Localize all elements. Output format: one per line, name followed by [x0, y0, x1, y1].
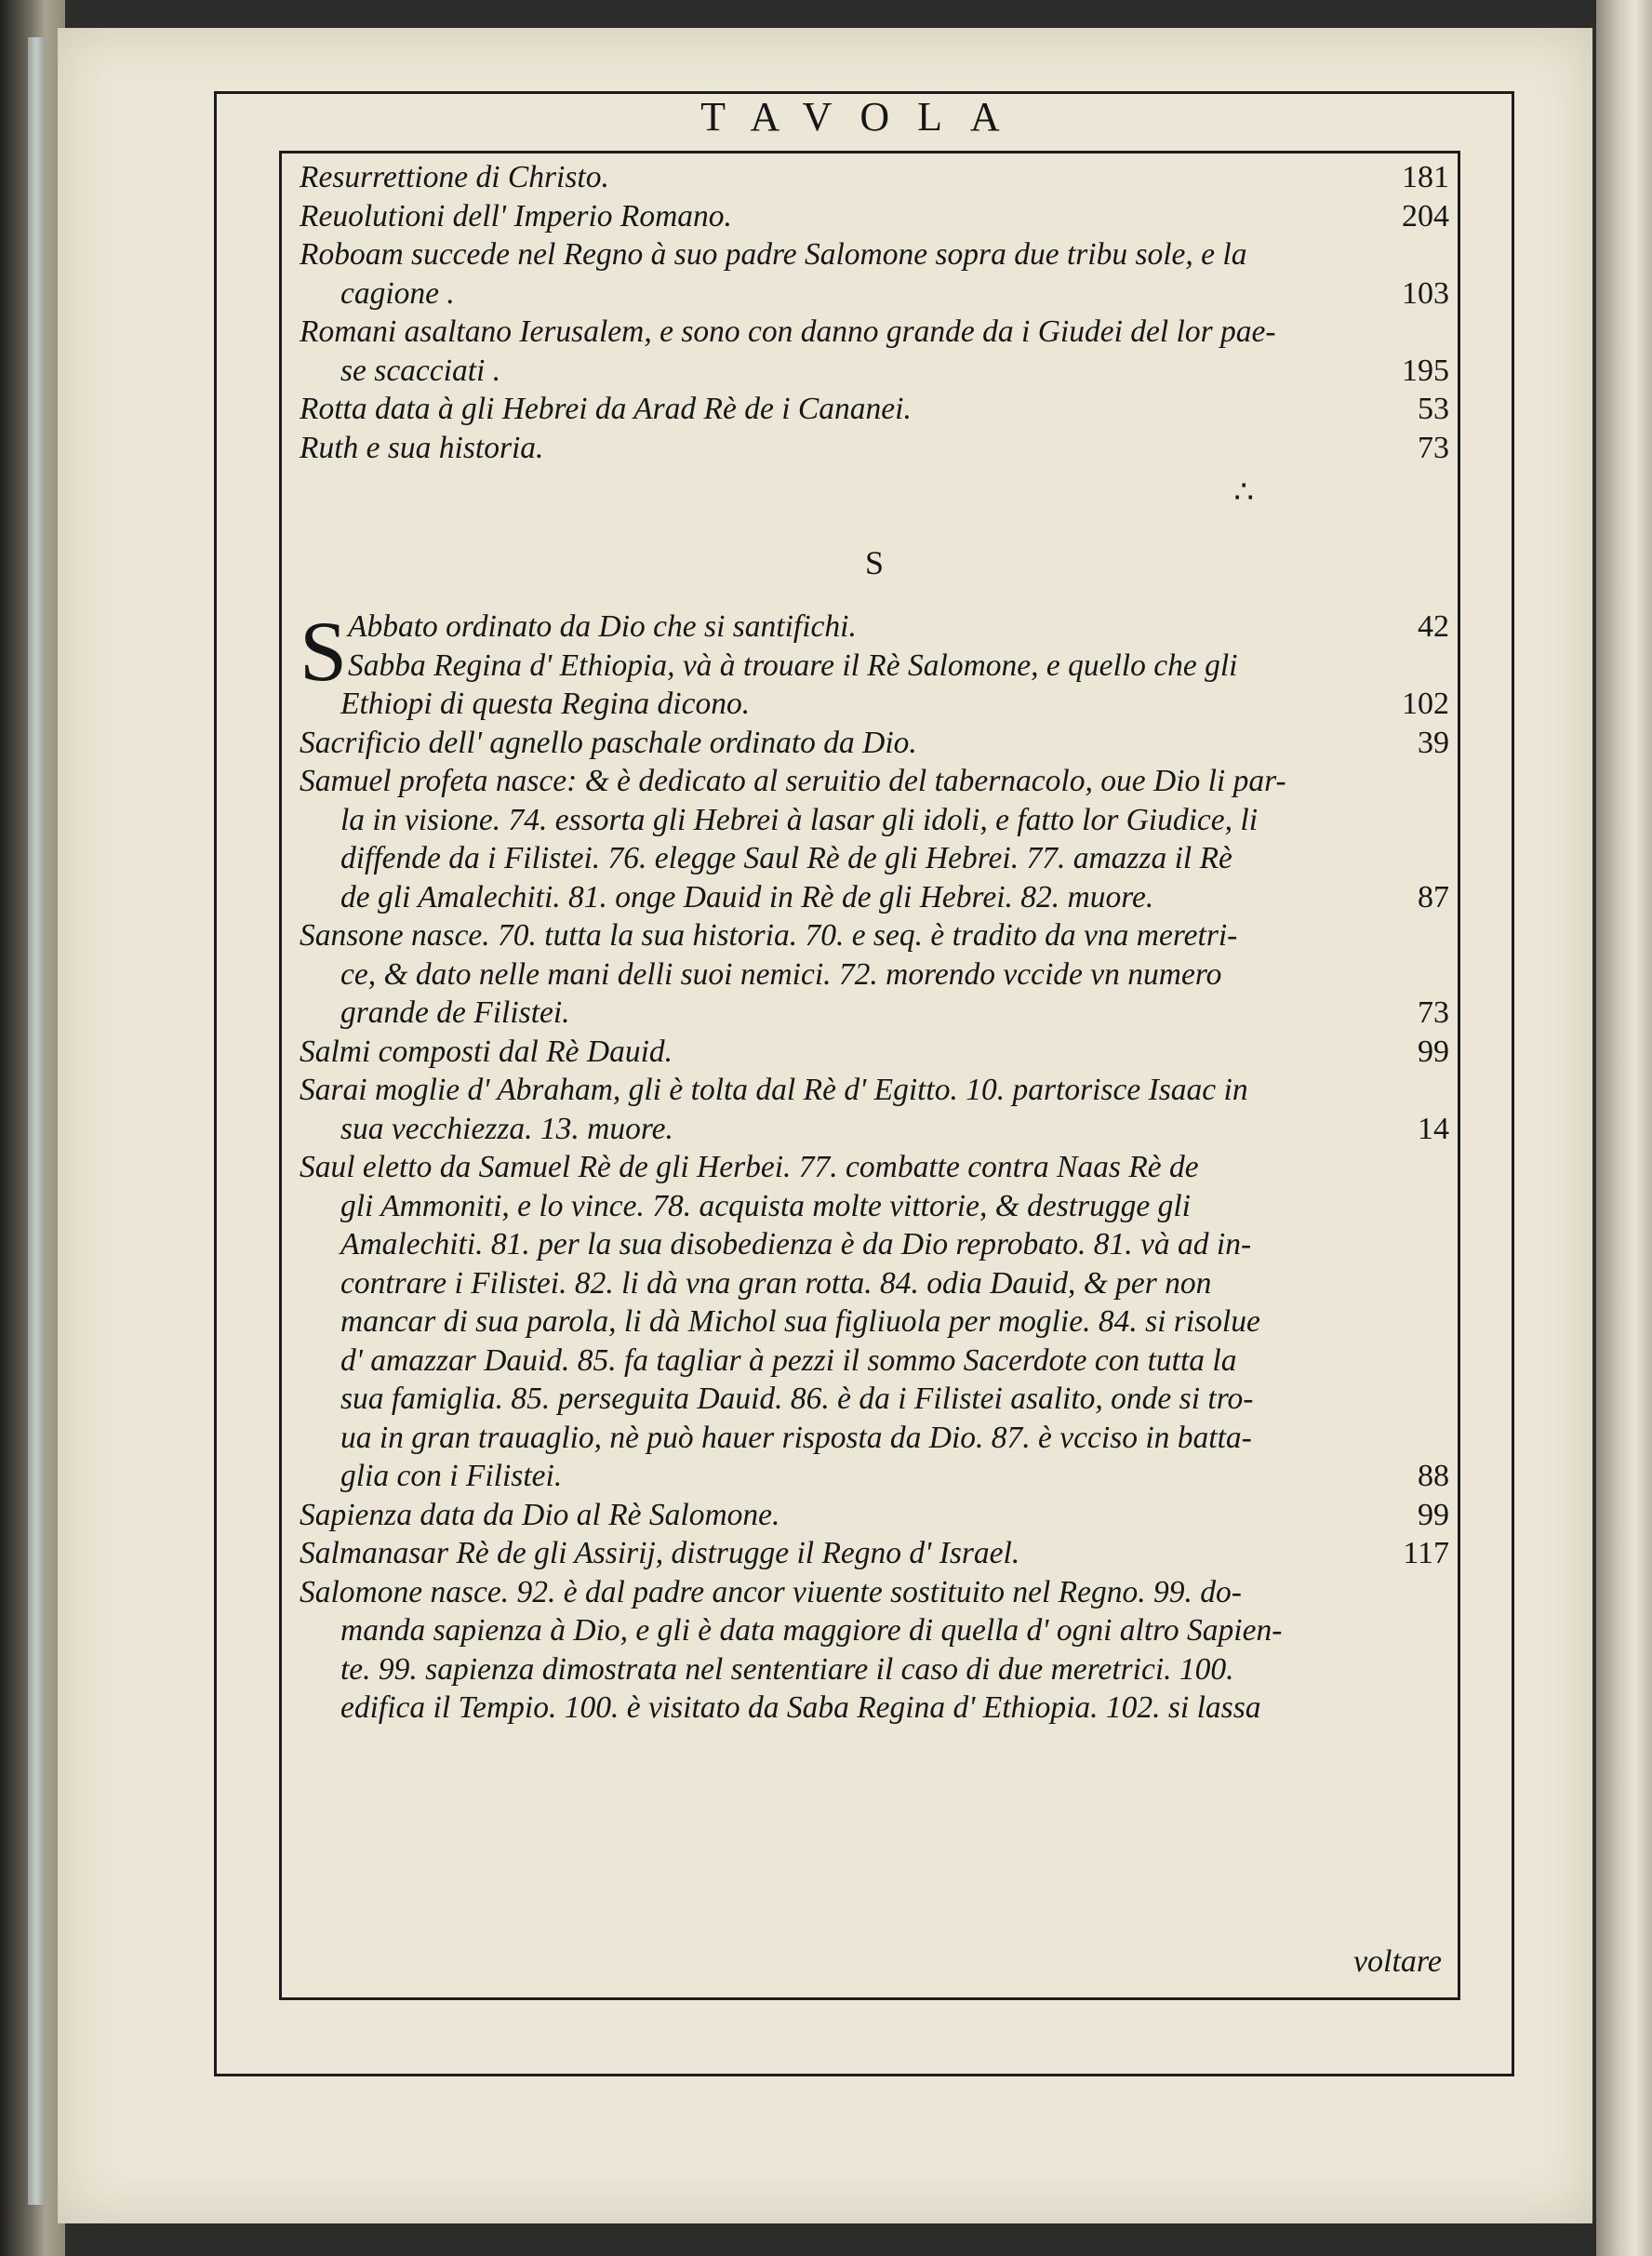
index-entry [300, 158, 1449, 197]
entry-text: Sabba Regina d' Ethiopia, và à trouare il Rè Salomone, e quello che gli [348, 647, 1238, 683]
entry-text: sua famiglia. 85. perseguita Dauid. 86. è da i Filistei asalito, onde si tro- [340, 1382, 1254, 1416]
catchword: voltare [1352, 1944, 1442, 1979]
right-page-edge [1596, 0, 1652, 2256]
index-entry-line [300, 724, 1449, 763]
entry-text: Reuolutioni dell' Imperio Romano. [300, 198, 732, 234]
index-entry-line [300, 352, 1449, 391]
entry-text: de gli Amalechiti. 81. onge Dauid in Rè de gli Hebrei. 82. muore. [340, 879, 1154, 914]
index-entry-line [300, 1148, 1449, 1187]
page-number: 181 [1402, 160, 1449, 194]
entry-text: edifica il Tempio. 100. è visitato da Saba Regina d' Ethiopia. 102. si lassa [340, 1690, 1261, 1725]
entry-text: glia con i Filistei. [340, 1459, 563, 1493]
drop-cap-block [300, 604, 1449, 724]
index-entry-line [300, 1110, 1449, 1149]
entry-text: Salomone nasce. 92. è dal padre ancor viuente sostituito nel Regno. 99. do- [300, 1574, 1242, 1609]
index-entry-line [300, 1187, 1449, 1226]
index-entry [300, 724, 1449, 763]
entry-text: ua in gran trauaglio, nè può hauer risposta da Dio. 87. è vcciso in batta- [340, 1420, 1252, 1455]
index-entry-line [300, 839, 1449, 878]
entry-text: manda sapienza à Dio, e gli è data maggiore di quella d' ogni altro Sapien- [340, 1613, 1283, 1648]
index-entry-line [300, 1071, 1449, 1110]
page-number: 39 [1418, 725, 1449, 760]
index-entry [300, 1573, 1449, 1728]
page-number: 87 [1418, 879, 1449, 914]
entry-text: Saul eletto da Samuel Rè de gli Herbei. 77. combatte contra Naas Rè de [300, 1150, 1199, 1184]
index-entry-line [300, 1689, 1449, 1728]
index-content [300, 158, 1449, 1728]
index-entry-line [300, 429, 1449, 468]
left-binding-strip [28, 37, 45, 2205]
index-entry [300, 1071, 1449, 1148]
index-entry-line [300, 1496, 1449, 1535]
page-number: 102 [1402, 687, 1449, 721]
entry-text: Ruth e sua historia. [300, 430, 544, 465]
page-number: 195 [1402, 353, 1449, 388]
index-entry [300, 197, 1449, 236]
entry-text: Amalechiti. 81. per la sua disobedienza è da Dio reprobato. 81. và ad in- [340, 1227, 1252, 1261]
index-entry-line [300, 607, 1449, 647]
index-entry-line [300, 1033, 1449, 1072]
entry-text: Sansone nasce. 70. tutta la sua historia. 70. e seq. è tradito da vna meretri- [300, 918, 1238, 953]
entry-text: te. 99. sapienza dimostrata nel sententiare il caso di due meretrici. 100. [340, 1651, 1234, 1687]
inner-frame-bottom-rule [279, 1997, 1460, 2000]
index-entry [300, 1496, 1449, 1535]
entry-text: mancar di sua parola, li dà Michol sua figliuola per moglie. 84. si risolue [340, 1304, 1260, 1339]
index-entry [300, 607, 1449, 647]
entry-text: contrare i Filistei. 82. li dà vna gran rotta. 84. odia Dauid, & per non [340, 1265, 1212, 1301]
entry-text: Salmi composti dal Rè Dauid. [300, 1034, 673, 1069]
entry-text: Salmanasar Rè de gli Assirij, distrugge il Regno d' Israel. [300, 1536, 1020, 1570]
index-entry [300, 647, 1449, 724]
entry-text: Abbato ordinato da Dio che si santifichi. [348, 609, 857, 644]
index-entry-line [300, 158, 1449, 197]
entry-text: Samuel profeta nasce: & è dedicato al seruitio del tabernacolo, oue Dio li par- [300, 764, 1286, 798]
index-entry-line [300, 685, 1449, 724]
entry-text: Ethiopi di questa Regina dicono. [340, 687, 751, 721]
index-entry-line [300, 1342, 1449, 1381]
index-entry-line [300, 1573, 1449, 1612]
section-letter-heading: S [864, 544, 885, 581]
page-number: 117 [1403, 1536, 1449, 1570]
index-entry-line [300, 1611, 1449, 1650]
entry-text: Sacrificio dell' agnello paschale ordinato da Dio. [300, 725, 917, 760]
entry-text: la in visione. 74. essorta gli Hebrei à lasar gli idoli, e fatto lor Giudice, li [340, 802, 1259, 837]
page-number: 99 [1418, 1497, 1449, 1532]
entry-text: Rotta data à gli Hebrei da Arad Rè de i Cananei. [300, 392, 912, 426]
drop-cap-letter: S [300, 604, 348, 699]
index-entry-line [300, 1380, 1449, 1419]
index-entry [300, 916, 1449, 1033]
index-entry-line [300, 647, 1449, 686]
entry-text: Roboam succede nel Regno à suo padre Salomone sopra due tribu sole, e la [300, 237, 1247, 272]
entry-text: d' amazzar Dauid. 85. fa tagliar à pezzi il sommo Sacerdote con tutta la [340, 1342, 1237, 1378]
page-number: 42 [1418, 609, 1449, 644]
index-entry [300, 235, 1449, 313]
index-entry-line [300, 955, 1449, 995]
entry-text: cagione . [340, 275, 455, 311]
page-title: TAVOLA [700, 94, 1028, 140]
page-number: 53 [1418, 392, 1449, 426]
entry-text: ce, & dato nelle mani delli suoi nemici. 72. morendo vccide vn numero [340, 956, 1222, 992]
page-number: 73 [1418, 430, 1449, 465]
entry-text: Sapienza data da Dio al Rè Salomone. [300, 1497, 780, 1532]
index-entry-line [300, 313, 1449, 352]
index-entry [300, 390, 1449, 429]
index-entry-line [300, 1225, 1449, 1264]
index-entry-line [300, 762, 1449, 801]
index-entry-line [300, 1650, 1449, 1689]
left-book-edge [0, 0, 65, 2256]
index-entry-line [300, 1457, 1449, 1496]
index-entry-line [300, 1534, 1449, 1573]
entry-text: grande de Filistei. [340, 995, 570, 1030]
page-number: 103 [1402, 275, 1449, 311]
page-number: 88 [1418, 1459, 1449, 1493]
index-entry-line [300, 916, 1449, 955]
index-entry-line [300, 1264, 1449, 1303]
index-entry [300, 1033, 1449, 1072]
index-entry-line [300, 235, 1449, 274]
index-entry-line [300, 801, 1449, 840]
index-entry [300, 762, 1449, 916]
page-number: 14 [1418, 1111, 1449, 1146]
index-entry-line [300, 197, 1449, 236]
index-entry [300, 313, 1449, 390]
index-entry-line [300, 1419, 1449, 1458]
index-entry-line [300, 878, 1449, 917]
ornament: ∴ [1233, 475, 1254, 510]
entry-text: Resurrettione di Christo. [300, 160, 609, 194]
page-number: 73 [1418, 995, 1449, 1030]
index-entry-line [300, 274, 1449, 314]
entry-text: gli Ammoniti, e lo vince. 78. acquista molte vittorie, & destrugge gli [340, 1188, 1191, 1223]
page-number: 99 [1418, 1034, 1449, 1069]
index-entry [300, 429, 1449, 468]
index-entry-line [300, 1302, 1449, 1342]
entry-text: diffende da i Filistei. 76. elegge Saul Rè de gli Hebrei. 77. amazza il Rè [340, 841, 1232, 875]
entry-text: Romani asaltano Ierusalem, e sono con danno grande da i Giudei del lor pae- [300, 314, 1276, 349]
entry-text: Sarai moglie d' Abraham, gli è tolta dal Rè d' Egitto. 10. partorisce Isaac in [300, 1073, 1248, 1107]
index-entry-line [300, 390, 1449, 429]
entry-text: se scacciati . [340, 353, 501, 388]
entry-text: sua vecchiezza. 13. muore. [340, 1111, 673, 1146]
index-entry [300, 1148, 1449, 1496]
index-entry-line [300, 994, 1449, 1033]
page-number: 204 [1402, 198, 1449, 234]
index-entry [300, 1534, 1449, 1573]
